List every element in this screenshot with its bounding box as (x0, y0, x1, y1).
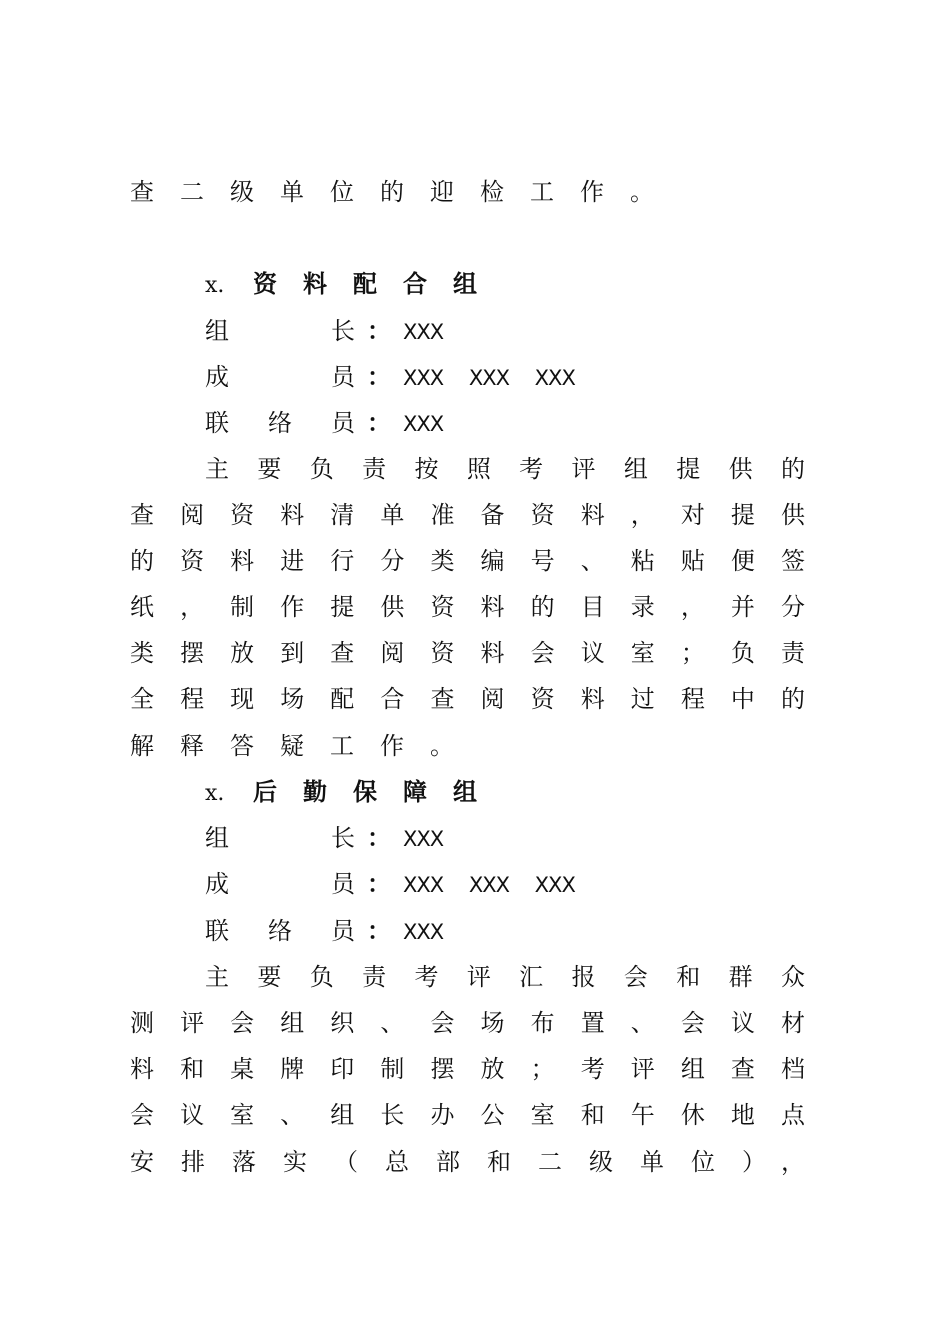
field-colon: ： (367, 823, 391, 852)
paragraph-line: 安排落实（总部和二级单位）， (130, 1148, 805, 1176)
field-value: XXX (403, 827, 444, 851)
field-colon: ： (367, 316, 391, 345)
field-value: XXX (403, 920, 444, 944)
field-members (205, 362, 625, 392)
field-colon: ： (367, 869, 391, 898)
field-label: 组长 (205, 317, 355, 345)
field-colon: ： (367, 916, 391, 945)
section-number: x. (205, 781, 225, 806)
paragraph-line: 全程现场配合查阅资料过程中的 (130, 685, 805, 713)
field-value: XXX (403, 320, 444, 344)
field-members (205, 869, 625, 899)
section-title: 后勤保障组 (253, 777, 503, 806)
field-contact (205, 408, 625, 438)
paragraph-line: 纸，制作提供资料的目录，并分 (130, 593, 805, 621)
paragraph-line: 查阅资料清单准备资料，对提供 (130, 501, 805, 529)
paragraph-line: 主要负责考评汇报会和群众 (205, 963, 805, 991)
field-leader (205, 823, 625, 853)
section-title: 资料配合组 (253, 269, 503, 298)
field-label: 成员 (205, 870, 355, 898)
paragraph-line: 类摆放到查阅资料会议室；负责 (130, 639, 805, 667)
field-colon: ： (367, 362, 391, 391)
paragraph-line: 料和桌牌印制摆放；考评组查档 (130, 1055, 805, 1083)
section-number: x. (205, 273, 225, 298)
field-label: 成员 (205, 363, 355, 391)
section-heading-logistics (205, 777, 505, 807)
field-label: 联络员 (205, 409, 355, 437)
paragraph-line: 测评会组织、会场布置、会议材 (130, 1009, 805, 1037)
paragraph-line: 的资料进行分类编号、粘贴便签 (130, 547, 805, 575)
text-line: 查二级单位的迎检工作。 (130, 178, 680, 206)
paragraph-line: 解释答疑工作。 (130, 732, 480, 760)
paragraph-line: 会议室、组长办公室和午休地点 (130, 1101, 805, 1129)
paragraph-line: 主要负责按照考评组提供的 (205, 455, 805, 483)
field-value: XXX XXX XXX (403, 366, 575, 390)
field-value: XXX (403, 412, 444, 436)
field-leader (205, 316, 625, 346)
field-value: XXX XXX XXX (403, 873, 575, 897)
section-heading-materials (205, 269, 505, 299)
field-label: 组长 (205, 824, 355, 852)
field-contact (205, 916, 625, 946)
field-colon: ： (367, 408, 391, 437)
field-label: 联络员 (205, 917, 355, 945)
